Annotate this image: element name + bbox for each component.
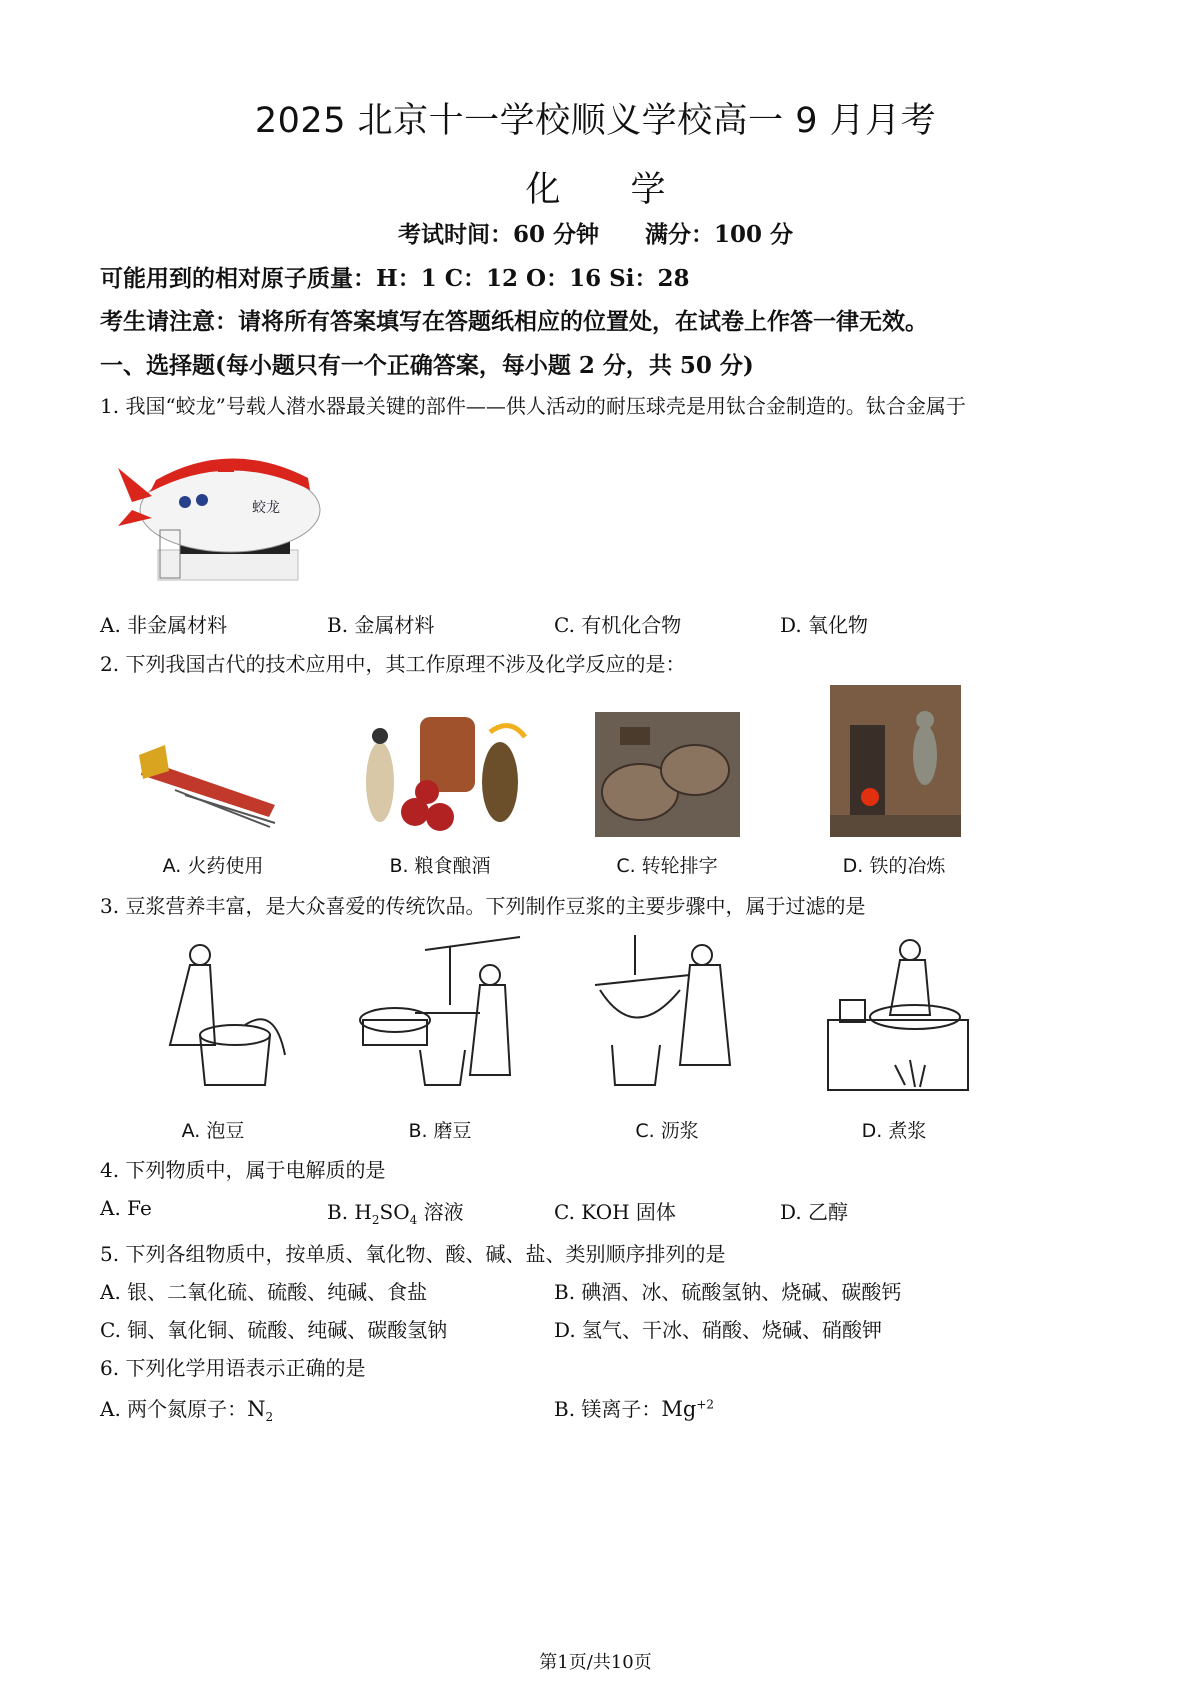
q5-stem: 5. 下列各组物质中，按单质、氧化物、酸、碱、盐、类别顺序排列的是 [100,1242,726,1266]
q4-b-prefix: B. H [327,1200,372,1224]
q2-caption-d: D. 铁的冶炼 [842,855,946,877]
q3-caption-a: A. 泡豆 [181,1120,245,1142]
q1-option-b[interactable]: B. 金属材料 [327,613,435,637]
grind-beans-image [355,935,525,1095]
q6-option-b[interactable] [554,1393,714,1422]
gunpowder-image [135,735,285,830]
submersible-label: 蛟龙 [252,500,280,516]
submersible-image [110,430,330,600]
movable-type-image [595,712,740,837]
q4-option-a[interactable]: A. Fe [100,1196,152,1220]
filter-pulp-image [590,935,755,1095]
q5-option-c[interactable]: C. 铜、氧化铜、硫酸、纯碱、碳酸氢钠 [100,1318,448,1342]
q4-stem: 4. 下列物质中，属于电解质的是 [100,1158,386,1182]
boil-pulp-image [825,935,970,1095]
q4-b-sub2: 4 [409,1213,418,1227]
notice-line: 考生请注意：请将所有答案填写在答题纸相应的位置处，在试卷上作答一律无效。 [100,308,928,335]
q3-stem: 3. 豆浆营养丰富，是大众喜爱的传统饮品。下列制作豆浆的主要步骤中，属于过滤的是 [100,894,866,918]
q4-b-sub1: 2 [371,1213,380,1227]
q1-option-d[interactable]: D. 氧化物 [780,613,869,637]
q6-a-formula: N [247,1397,266,1421]
q1-stem: 1. 我国“蛟龙”号载人潜水器最关键的部件——供人活动的耐压球壳是用钛合金制造的。钛合金属于 [100,394,966,418]
q6-option-a[interactable] [100,1393,273,1424]
subject-title: 化学 [525,170,736,210]
q4-option-b[interactable] [327,1196,464,1227]
q4-b-mid: SO [379,1200,410,1224]
atomic-mass-line: 可能用到的相对原子质量：H：1 C：12 O：16 Si：28 [100,265,690,292]
q1-option-c[interactable]: C. 有机化合物 [554,613,682,637]
q4-option-c[interactable]: C. KOH 固体 [554,1200,676,1224]
q2-stem: 2. 下列我国古代的技术应用中，其工作原理不涉及化学反应的是： [100,652,686,676]
q5-option-d[interactable]: D. 氢气、干冰、硝酸、烧碱、硝酸钾 [554,1318,883,1342]
q1-option-a[interactable]: A. 非金属材料 [100,613,228,637]
q2-caption-b: B. 粮食酿酒 [389,855,491,877]
q4-option-d[interactable]: D. 乙醇 [780,1200,849,1224]
q3-caption-d: D. 煮浆 [861,1120,927,1142]
q5-option-a[interactable]: A. 银、二氧化硫、硫酸、纯碱、食盐 [100,1280,428,1304]
q6-stem: 6. 下列化学用语表示正确的是 [100,1356,366,1380]
q6-a-sub: 2 [265,1410,274,1424]
q2-caption-c: C. 转轮排字 [616,855,718,877]
q6-b-sup: +2 [696,1397,715,1412]
q6-b-prefix: B. 镁离子： [554,1397,662,1421]
q6-a-prefix: A. 两个氮原子： [100,1397,248,1421]
q4-b-suffix: 溶液 [417,1200,464,1224]
section-heading: 一、选择题(每小题只有一个正确答案，每小题 2 分，共 50 分) [100,352,754,379]
q3-caption-c: C. 沥浆 [635,1120,699,1142]
brewing-image [360,712,530,837]
soak-beans-image [145,935,290,1095]
q6-b-formula: Mg [661,1397,697,1421]
q3-caption-b: B. 磨豆 [408,1120,472,1142]
q5-option-b[interactable]: B. 碘酒、冰、硫酸氢钠、烧碱、碳酸钙 [554,1280,902,1304]
page-number: 第1页/共10页 [539,1652,652,1673]
exam-info: 考试时间：60 分钟 满分：100 分 [397,221,794,248]
iron-smelting-image [830,685,961,837]
page-title: 2025 北京十一学校顺义学校高一 9 月月考 [254,101,937,141]
q2-caption-a: A. 火药使用 [162,855,264,877]
